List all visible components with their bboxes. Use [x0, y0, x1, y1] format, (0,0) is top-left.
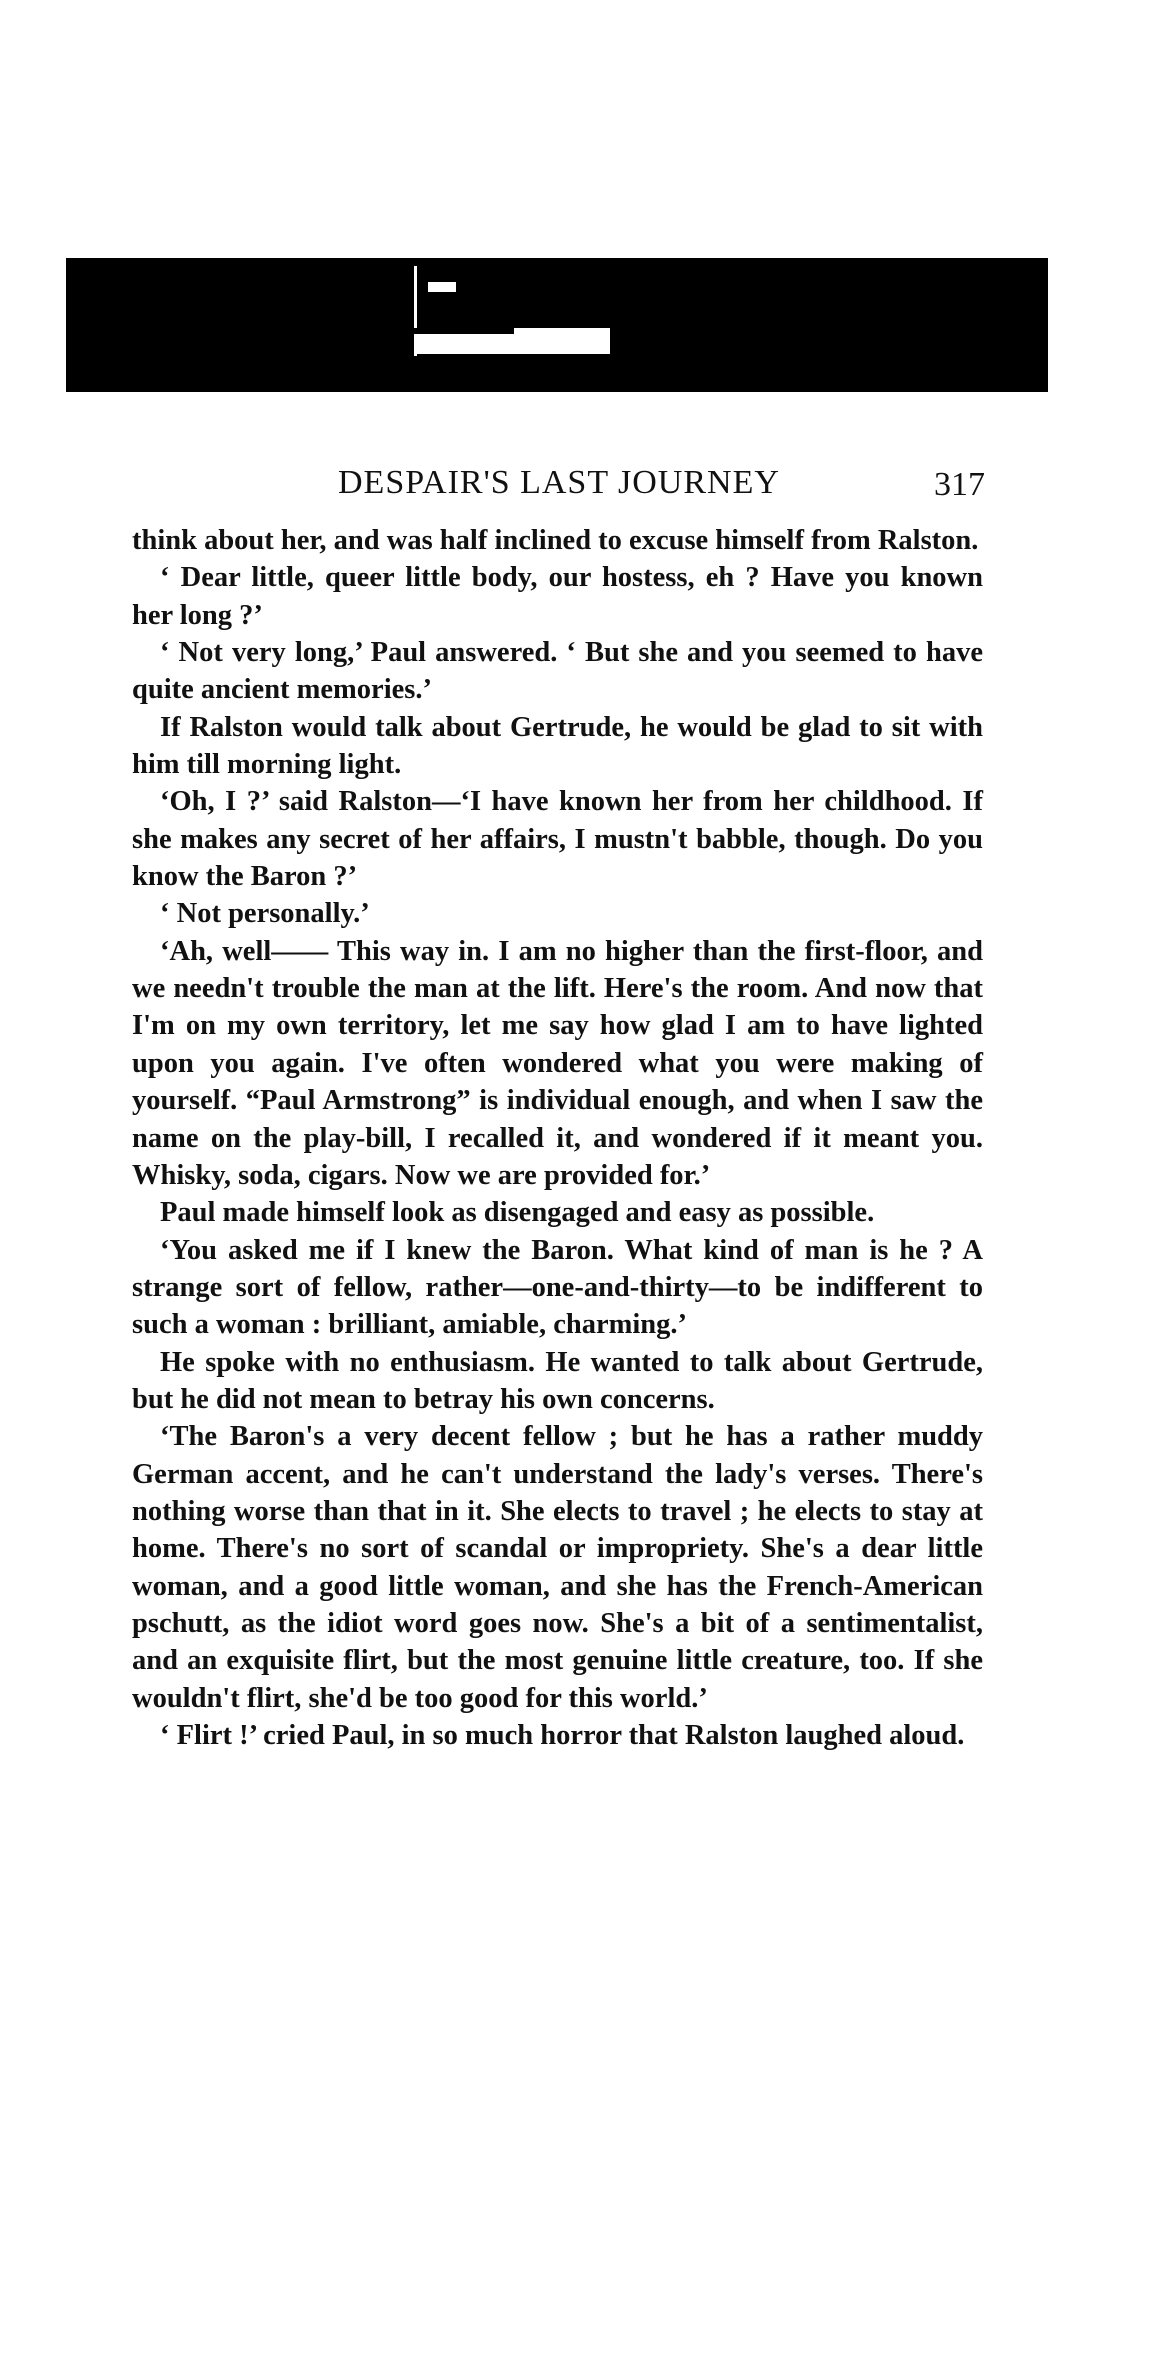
paragraph: If Ralston would talk about Gertrude, he would be glad to sit with him till morning light.: [132, 711, 983, 781]
paragraph: think about her, and was half inclined to excuse himself from Ralston.: [132, 525, 979, 556]
scan-artifact-mark: [428, 282, 456, 292]
body-text: [132, 522, 983, 1754]
scanned-black-band: [66, 258, 1048, 392]
scan-artifact-mark: [414, 328, 514, 334]
paragraph: ‘ Not very long,’ Paul answered. ‘ But she and you seemed to have quite ancient memories.’: [132, 637, 983, 706]
paragraph: He spoke with no enthusiasm. He wanted to talk about Gertrude, but he did not mean to betray his own concerns.: [132, 1346, 983, 1415]
paragraph: ‘The Baron's a very decent fellow ; but he has a rather muddy German accent, and he can't understand the lady's verses. There's nothing worse than that in it. She elects to travel ; he elects to stay at home. There's no sort of scandal or impropriety. She's a dear little woman, and a good little woman, and she has the French-American pschutt, as the idiot word goes now. She's a bit of a sentimentalist, and an exquisite flirt, but the most genuine little creature, too. If she wouldn't flirt, she'd be too good for this world.’: [132, 1421, 983, 1714]
paragraph: ‘Oh, I ?’ said Ralston—‘I have known her from her childhood. If she makes any secret of her affairs, I mustn't babble, though. Do you know the Baron ?’: [132, 786, 983, 893]
page-header: [0, 464, 1164, 510]
page-number: 317: [934, 466, 985, 503]
paragraph: ‘ Dear little, queer little body, our hostess, eh ? Have you known her long ?’: [132, 562, 983, 631]
paragraph: ‘You asked me if I knew the Baron. What kind of man is he ? A strange sort of fellow, rather—one-and-thirty—to be indifferent to such a woman : brilliant, amiable, charming.’: [132, 1234, 983, 1341]
paragraph: ‘Ah, well—— This way in. I am no higher than the first-floor, and we needn't trouble the man at the lift. Here's the room. And now that I'm on my own territory, let me say how glad I am to have lighted upon you again. I've often wondered what you were making of yourself. “Paul Armstrong” is individual enough, and when I saw the name on the play-bill, I recalled it, and wondered if it meant you. Whisky, soda, cigars. Now we are provided for.’: [132, 935, 983, 1191]
running-title: DESPAIR'S LAST JOURNEY: [338, 464, 780, 501]
paragraph: ‘ Not personally.’: [160, 898, 370, 930]
paragraph: ‘ Flirt !’ cried Paul, in so much horror that Ralston laughed aloud.: [160, 1720, 965, 1751]
paragraph: Paul made himself look as disengaged and easy as possible.: [160, 1197, 875, 1229]
